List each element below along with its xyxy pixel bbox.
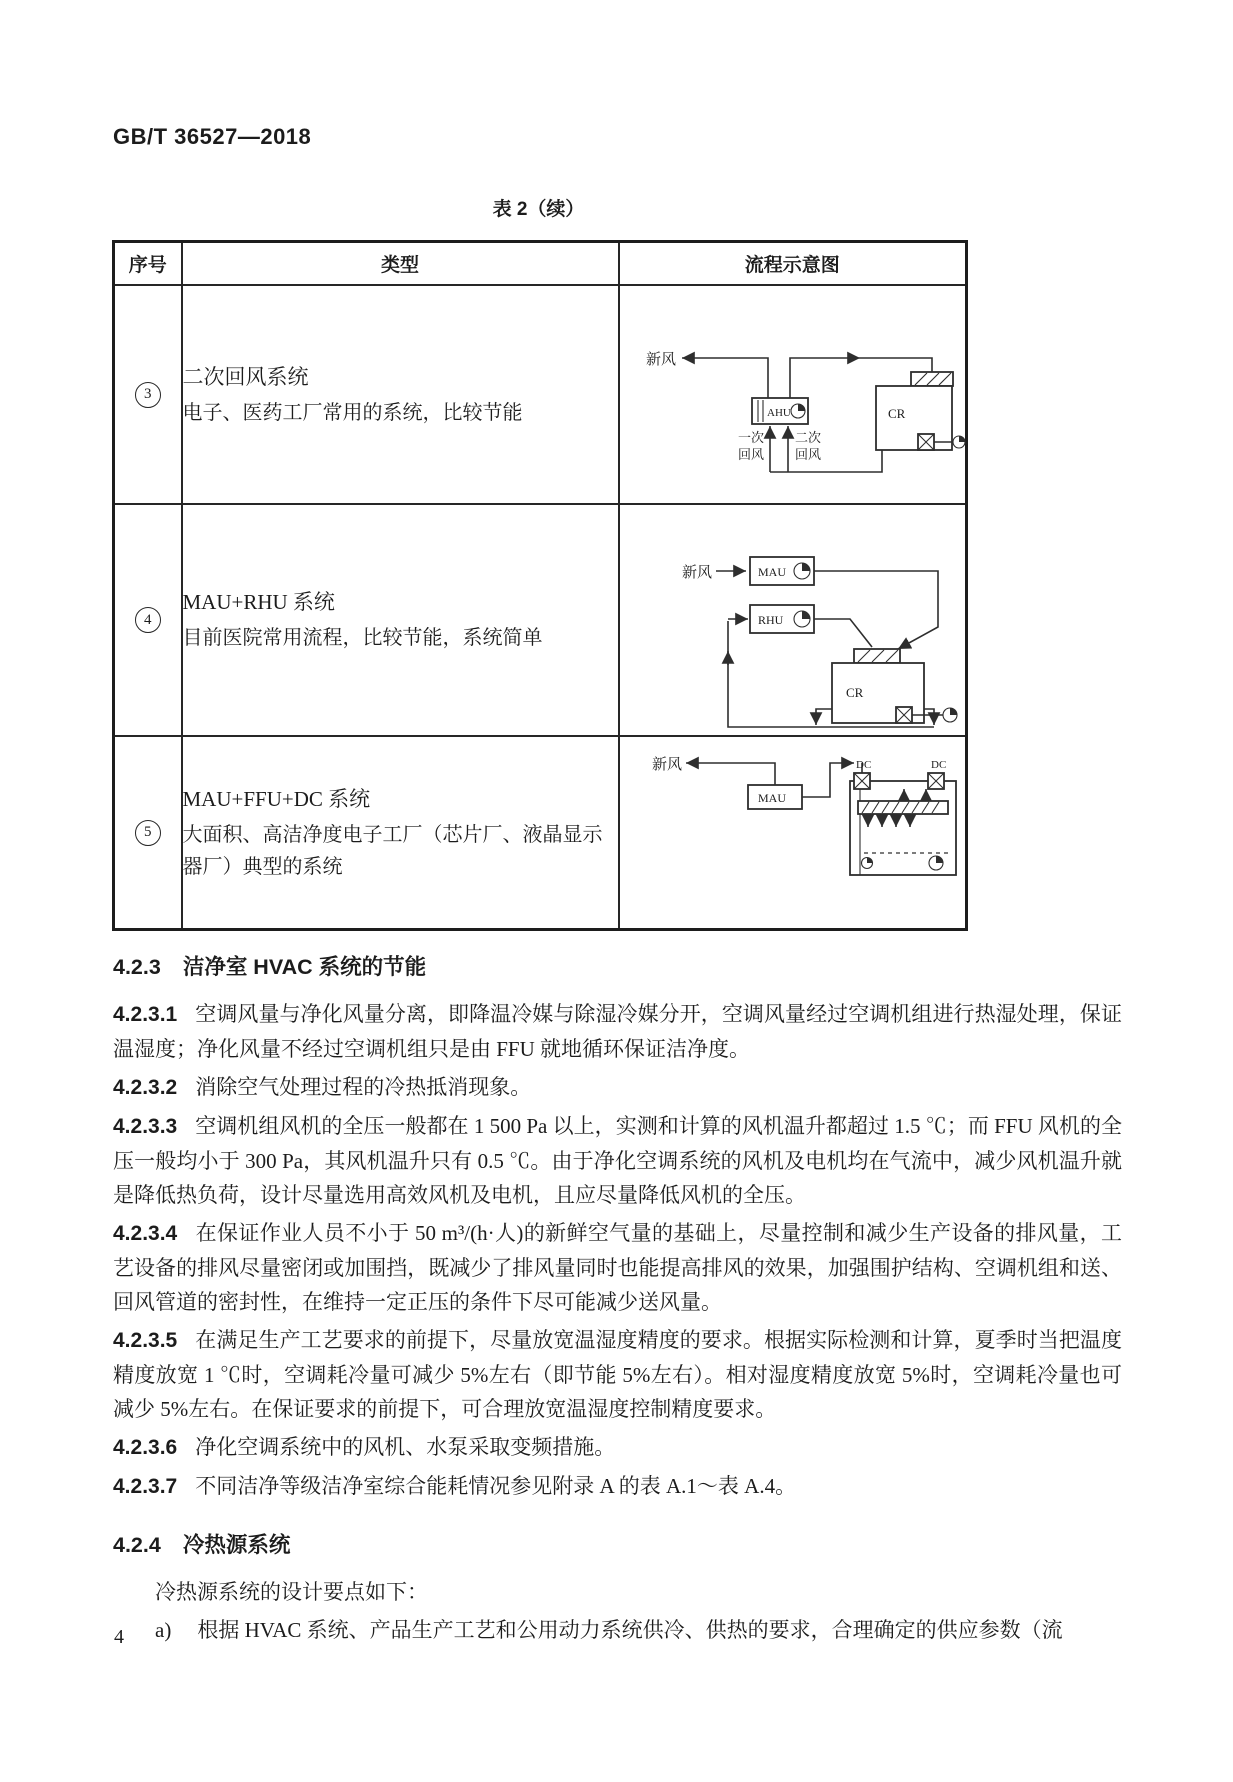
clause-text: 净化空调系统中的风机、水泵采取变频措施。 bbox=[195, 1435, 616, 1459]
type-description: 大面积、高洁净度电子工厂（芯片厂、液晶显示器厂）典型的系统 bbox=[182, 823, 603, 878]
table-row-secondary-return bbox=[114, 285, 967, 504]
row-index-cell bbox=[114, 285, 182, 504]
type-cell bbox=[182, 285, 619, 504]
room-exhaust-right bbox=[924, 709, 934, 725]
hepa-filter-icon bbox=[896, 707, 912, 723]
clause-number: 4.2.3.7 bbox=[113, 1475, 178, 1498]
circled-number: 5 bbox=[135, 820, 161, 846]
hepa-filter-icon bbox=[918, 434, 934, 450]
col-header-type: 类型 bbox=[182, 242, 619, 286]
type-title: 二次回风系统 bbox=[182, 364, 309, 389]
clause-number: 4.2.3.3 bbox=[113, 1115, 178, 1138]
list-item-a bbox=[113, 1613, 1122, 1647]
section-heading-4-2-3 bbox=[113, 950, 1122, 981]
section-heading-4-2-4 bbox=[113, 1528, 1122, 1559]
duct-line bbox=[745, 763, 775, 785]
list-item-text: 根据 HVAC 系统、产品生产工艺和公用动力系统供冷、供热的要求，合理确定的供应参数（流 bbox=[197, 1618, 1063, 1642]
primary-return-label-2: 回风 bbox=[737, 447, 764, 462]
ahu-unit bbox=[752, 398, 808, 424]
clause-text: 在保证作业人员不小于 50 m³/(h·人)的新鲜空气量的基础上，尽量控制和减少生产设备的排风量，工艺设备的排风尽量密闭或加围挡，既减少了排风量同时也能提高排风的效果，加强围护结构、空调机组和送、回风管道的密封性，在维持一定正压的条件下尽可能减少送风量。 bbox=[113, 1221, 1122, 1314]
clause-text: 消除空气处理过程的冷热抵消现象。 bbox=[195, 1075, 532, 1099]
filter-icon bbox=[911, 372, 953, 386]
section-4-2-4-intro: 冷热源系统的设计要点如下： bbox=[155, 1580, 428, 1604]
clause-number: 4.2.3.4 bbox=[113, 1222, 178, 1245]
diagram-cell bbox=[619, 504, 967, 736]
secondary-return-label-2: 回风 bbox=[794, 447, 821, 462]
type-description: 电子、医药工厂常用的系统，比较节能 bbox=[182, 401, 523, 424]
row-index-cell bbox=[114, 736, 182, 930]
room-exhaust-left bbox=[816, 709, 832, 725]
type-cell bbox=[182, 736, 619, 930]
rhu-unit bbox=[750, 605, 814, 633]
circled-number: 4 bbox=[135, 607, 161, 633]
clause-4-2-3-6 bbox=[113, 1430, 1122, 1465]
clause-4-2-3-7 bbox=[113, 1469, 1122, 1504]
ffu-ceiling-icon bbox=[858, 801, 948, 814]
clause-4-2-3-3 bbox=[113, 1109, 1122, 1212]
type-cell bbox=[182, 504, 619, 736]
cr-label: CR bbox=[845, 685, 863, 700]
section-title: 冷热源系统 bbox=[182, 1533, 291, 1557]
clause-4-2-3-1 bbox=[113, 997, 1122, 1066]
clause-number: 4.2.3.1 bbox=[113, 1003, 178, 1026]
rhu-label: RHU bbox=[757, 613, 783, 627]
clause-number: 4.2.3.2 bbox=[113, 1076, 178, 1099]
mau-label: MAU bbox=[757, 565, 786, 579]
standard-number: GB/T 36527—2018 bbox=[113, 124, 312, 149]
secondary-return-label-1: 二次 bbox=[794, 430, 821, 445]
section-title: 洁净室 HVAC 系统的节能 bbox=[182, 955, 427, 979]
fan-icon bbox=[943, 708, 957, 722]
dc-left-label: DC bbox=[855, 759, 871, 771]
circled-number: 3 bbox=[135, 382, 161, 408]
mau-unit bbox=[748, 785, 802, 809]
fan-icon bbox=[953, 436, 965, 448]
mau-label: MAU bbox=[757, 791, 786, 805]
diagram-mau-rhu-system bbox=[620, 505, 968, 735]
section-number: 4.2.4 bbox=[113, 1533, 161, 1557]
cleanroom-box bbox=[876, 386, 952, 450]
clause-number: 4.2.3.6 bbox=[113, 1436, 178, 1459]
dry-coil-icon-right bbox=[928, 773, 944, 789]
fresh-air-label: 新风 bbox=[645, 352, 676, 368]
clause-number: 4.2.3.5 bbox=[113, 1329, 178, 1352]
type-description: 目前医院常用流程，比较节能，系统简单 bbox=[182, 627, 543, 649]
filter-icon bbox=[854, 649, 900, 663]
dc-right-label: DC bbox=[930, 759, 946, 771]
col-header-diagram: 流程示意图 bbox=[619, 242, 967, 286]
table-header-row bbox=[114, 242, 967, 286]
system-type-table bbox=[112, 240, 968, 931]
ahu-label: AHU bbox=[766, 407, 791, 419]
clause-text: 空调风量与净化风量分离，即降温冷媒与除湿冷媒分开，空调风量经过空调机组进行热湿处理，保证温湿度；净化风量不经过空调机组只是由 FFU 就地循环保证洁净度。 bbox=[113, 1002, 1122, 1061]
fresh-air-label: 新风 bbox=[651, 757, 682, 773]
return-duct-line bbox=[770, 450, 882, 472]
diagram-cell bbox=[619, 285, 967, 504]
diagram-secondary-return-system bbox=[620, 286, 968, 503]
type-title: MAU+RHU 系统 bbox=[182, 590, 335, 614]
clause-4-2-3-5 bbox=[113, 1323, 1122, 1426]
body-text bbox=[113, 950, 1122, 1647]
dry-coil-icon-left bbox=[854, 773, 870, 789]
rhu-supply-duct bbox=[814, 619, 872, 647]
page-number: 4 bbox=[114, 1626, 124, 1648]
clause-4-2-3-4 bbox=[113, 1216, 1122, 1319]
duct-line bbox=[720, 358, 768, 398]
fresh-air-label: 新风 bbox=[681, 565, 712, 581]
clause-text: 不同洁净等级洁净室综合能耗情况参见附录 A 的表 A.1～表 A.4。 bbox=[195, 1474, 797, 1498]
mau-supply-duct bbox=[814, 571, 938, 649]
table-row-mau-ffu-dc bbox=[114, 736, 967, 930]
section-number: 4.2.3 bbox=[113, 955, 161, 979]
clause-text: 在满足生产工艺要求的前提下，尽量放宽温湿度精度的要求。根据实际检测和计算，夏季时当把温度精度放宽 1 ℃时，空调耗冷量可减少 5%左右（即节能 5%左右）。相对湿度精度放宽 5%时，空调耗冷量也可减少 5%左右。在保证要求的前提下，可合理放宽温湿度控制精度要求。 bbox=[113, 1328, 1122, 1421]
supply-duct-arrow bbox=[790, 358, 860, 398]
cr-label: CR bbox=[887, 406, 905, 421]
table-title: 表 2（续） bbox=[492, 199, 585, 220]
duct-line bbox=[860, 358, 932, 372]
list-item-label: a) bbox=[155, 1618, 172, 1642]
type-title: MAU+FFU+DC 系统 bbox=[182, 786, 371, 811]
clause-4-2-3-2 bbox=[113, 1070, 1122, 1105]
row-index-cell bbox=[114, 504, 182, 736]
diagram-mau-ffu-dc-system bbox=[620, 737, 968, 928]
diagram-cell bbox=[619, 736, 967, 930]
mau-supply-duct bbox=[802, 763, 854, 797]
col-header-index: 序号 bbox=[114, 242, 182, 286]
mau-unit bbox=[750, 557, 814, 585]
clause-text: 空调机组风机的全压一般都在 1 500 Pa 以上，实测和计算的风机温升都超过 1.5 ℃；而 FFU 风机的全压一般均小于 300 Pa，其风机温升只有 0.5 ℃。由于净化空调系统的风机及电机均在气流中，减少风机温升就是降低热负荷，设计尽量选用高效风机及电机，且应尽量降低风机的全压。 bbox=[113, 1114, 1122, 1207]
primary-return-label-1: 一次 bbox=[737, 430, 764, 445]
table-row-mau-rhu bbox=[114, 504, 967, 736]
